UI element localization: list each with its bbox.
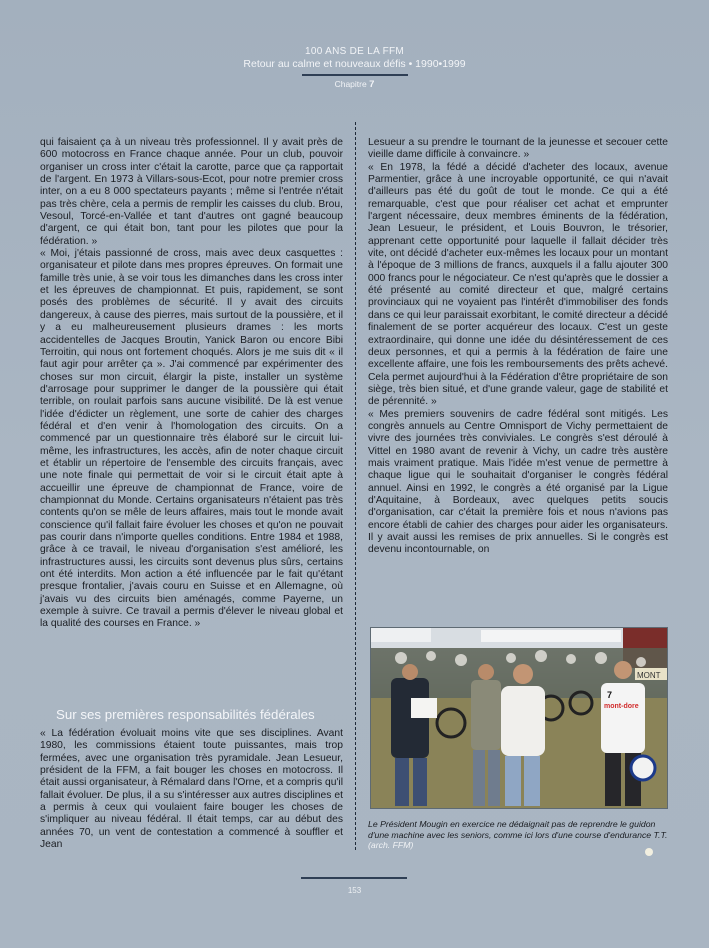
rider-number: 7 xyxy=(607,690,613,700)
archive-photo xyxy=(370,627,668,809)
banner-text: MONT xyxy=(637,671,661,680)
photo-credit: (arch. FFM) xyxy=(368,840,414,851)
column-divider xyxy=(355,122,356,850)
chapter-subtitle: Retour au calme et nouveaux défis • 1990•1999 xyxy=(243,58,466,70)
motocross-paddock-photo xyxy=(371,628,667,808)
chapter-label: Chapitre 7 xyxy=(334,79,375,90)
right-column xyxy=(368,137,668,557)
page-number: 153 xyxy=(347,886,362,895)
photo-caption: Le Président Mougin en exercice ne dédaignait pas de reprendre le guidon d'une machine avec les seniors, comme ici lors d'une course d'endurance T.T. (arch. FFM) xyxy=(368,819,668,851)
sponsor-text: mont-dore xyxy=(604,703,639,710)
paragraph: « En 1978, la fédé a décidé d'acheter des locaux, avenue Parmentier, grâce à une incroyable opportunité, ce qui n'avait d'ailleurs pas été du goût de tout le monde. Ce qui a été remarquable, c'est que pour réaliser cet achat et emprunter l'argent nécessaire, deux membres éminents de la fédération, Jean Lesueur, le président, et Louis Bouvron, le trésorier, apprenant cette opportunité pour laquelle il fallait décider très vite, ont décidé d'acheter eux-mêmes les locaux pour un montant à l'époque de 3 millions de francs, auxquels il a fallu ajouter 300 000 francs pour le négociateur. Ce n'est qu'après que le dossier a été présenté au comité directeur et que, malgré certains provinciaux qui ne voyaient pas l'intérêt d'immobiliser des fonds dans ce qui leur paraissait exorbitant, le comité directeur a décidé finalement de se porter acquéreur des locaux. C'est un geste extraordinaire, qui donne une idée du désintéressement de ces deux personnes, et qui a permis à la fédération de faire une excellente affaire, une fois les remboursements des prêts achevé. Cela permet aujourd'hui à la Fédération d'être propriétaire de son siège, très bien situé, et d'une grande valeur, gage de stabilité et de pérennité. » xyxy=(368,161,668,408)
paragraph: « La fédération évoluait moins vite que ses disciplines. Avant 1980, les commissions étaient toute puissantes, mais trop fermées, avec une organisation très pyramidale. Jean Lesueur, président de la FFM, a fait bouger les choses en motocross. Il était aussi organisateur, à Rémalard dans l'Orne, et a compris qu'il fallait évoluer. De plus, il a su s'intéresser aux autres disciplines et a permis à ceux qui voulaient faire bouger les choses de s'impliquer au niveau fédéral. Il était temps, car au début des années 70, un vent de contestation a commencé à souffler et Jean xyxy=(40,728,343,851)
section-heading: Sur ses premières responsabilités fédérales xyxy=(56,707,315,722)
paragraph: « Moi, j'étais passionné de cross, mais avec deux casquettes : organisateur et pilote dans mes propres épreuves. On formait une famille très unie, à se voir tous les dimanches dans les cross inter et les épreuves de championnat. Et puis, rapidement, se sont posés des problèmes de sécurité. Il y avait des circuits dangereux, à cause des pierres, mais surtout de la poussière, et il y a eu malheureusement plusieurs drames : les morts accidentelles de Jacques Broutin, Yanick Baron ou encore Bibi Terroitin, qui nous ont fortement choqués. Alors je me suis dit « il faut agir pour arrêter ça ». J'ai commencé par expérimenter des choses sur mon circuit, élargir la piste, installer un système d'arrosage pour supprimer le danger de la poussière qui était terrible, on roulait parfois sans aucune visibilité. De là est venue l'idée d'édicter un règlement, une sorte de cahier des charges fédéral et d'en venir à l'homologation des circuits. On a commencé par un questionnaire très élaboré sur le circuit lui-même, les infrastructures, les accès, afin de noter chaque circuit et établir un répertoire de l'ensemble des circuits français, avec une note finale qui permettait de voir si le circuit était apte à accueillir une épreuve de championnat de France, voire de championnat du Monde. Certains organisateurs n'étaient pas très contents qu'on se mêle de leurs affaires, mais tout le monde avait conscience qu'il fallait faire évoluer les choses et qu'on ne pouvait pas courir dans n'importe quelles conditions. Entre 1984 et 1988, grâce à ce travail, le niveau d'organisation s'est amélioré, les infrastructures aussi, les circuits sont devenus plus sûrs, certains ont été interdits. Mon action a été influencée par le fait qu'étant presque frontalier, j'avais couru en Suisse et en Allemagne, où j'avais vu des circuits bien aménagés, comme Payerne, un exemple à suivre. Ce travail a permis d'élever le niveau global et la qualité des courses en France. » xyxy=(40,248,343,630)
left-column-continued xyxy=(40,728,343,851)
paragraph: Lesueur a su prendre le tournant de la jeunesse et secouer cette vieille dame difficile à convaincre. » xyxy=(368,137,668,161)
chapter-number: 7 xyxy=(369,79,375,90)
footer-rule xyxy=(301,877,407,879)
header-rule xyxy=(302,74,408,76)
paragraph: « Mes premiers souvenirs de cadre fédéral sont mitigés. Les congrès annuels au Centre Omnisport de Vichy permettaient de vivre des journées très conviviales. Le congrès s'est déroulé à Vittel en 1980 avant de revenir à Vichy, un cadre très austère mais vraiment pratique. Mais l'idée m'est venue de permettre à chaque ligue qui le souhaitait d'organiser le congrès fédéral annuel. Ainsi en 1992, le congrès a été organisé par la Ligue d'Aquitaine, à Bordeaux, avec quelques petits soucis d'organisation, car c'était la première fois et nous n'avions pas encore établi de cahier des charges pour aider les organisateurs. Il y avait aussi les remises de prix annuelles. Si le congrès est devenu incontournable, on xyxy=(368,408,668,556)
left-column xyxy=(40,137,343,631)
book-series-title: 100 ANS DE LA FFM xyxy=(304,46,405,57)
decorative-dot xyxy=(645,848,653,856)
page-header xyxy=(0,46,709,90)
paragraph: qui faisaient ça à un niveau très professionnel. Il y avait près de 600 motocross en France chaque année. Pour un club, pouvoir organiser un cross inter c'était la carotte, parce que ça rapportait de l'argent. En 1973 à Villars-sous-Ecot, pour notre premier cross inter, on a eu 8 000 spectateurs payants ; même si l'entrée n'était pas très chère, cela a permis de remplir les caisses du club. Brou, Vesoul, Torcé-en-Vallée et tant d'autres ont gagné beaucoup d'argent, ce qui était bon, tant pour les pilotes que pour la fédération. » xyxy=(40,137,343,247)
